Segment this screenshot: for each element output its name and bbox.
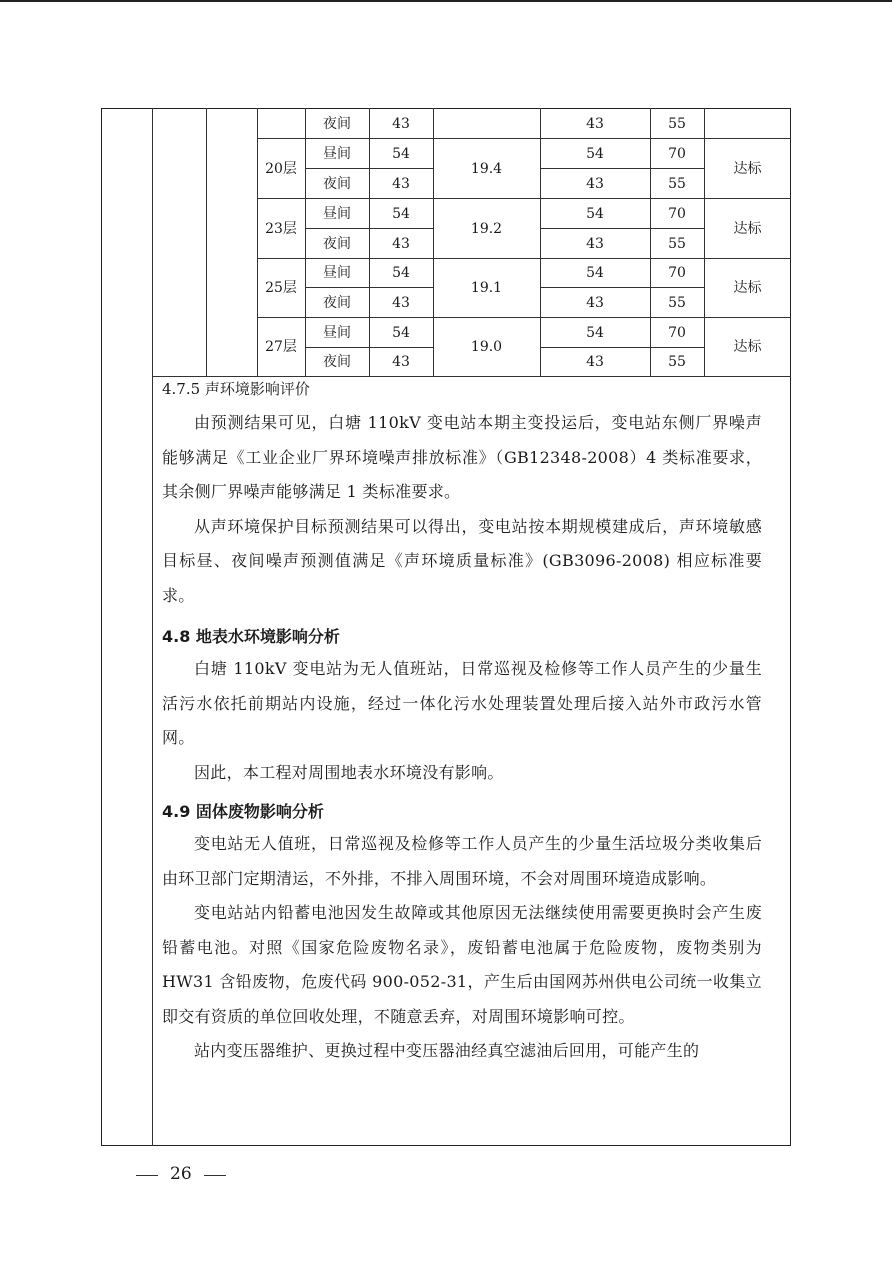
result-value-cell: 43 [586,116,604,132]
page-footer [100,1164,250,1188]
floor-cell: 25层 [265,280,297,296]
page-number: 26 [170,1164,192,1184]
predicted-value-cell: 54 [392,145,410,162]
period-cell: 昼间 [323,205,351,222]
paragraph: 由预测结果可见，白塘 110kV 变电站本期主变投运后，变电站东侧厂界噪声能够满足《工业企业厂界环境噪声排放标准》（GB12348-2008）4 类标准要求，其余侧厂界噪声能够满足 1 类标准要求。 [162,413,762,501]
footer-dash-right [204,1175,226,1176]
predicted-value-cell: 43 [392,235,410,252]
paragraph: 从声环境保护目标预测结果可以得出，变电站按本期规模建成后，声环境敏感目标昼、夜间噪声预测值满足《声环境质量标准》(GB3096-2008) 相应标准要求。 [162,516,762,605]
period-cell: 夜间 [323,116,351,132]
standard-value-cell: 55 [668,175,686,192]
standard-value-cell: 70 [668,324,686,341]
footer-dash-left [136,1175,158,1176]
verdict-cell: 达标 [733,220,762,237]
standard-value-cell: 55 [668,294,686,311]
standard-value-cell: 70 [668,205,686,222]
floor-cell: 23层 [265,220,297,237]
predicted-value-cell: 54 [392,205,410,222]
standard-value-cell: 55 [668,354,686,370]
period-cell: 昼间 [323,145,351,162]
result-value-cell: 54 [586,265,604,281]
section-4-8-heading: 4.8 地表水环境影响分析 [162,627,340,646]
period-cell: 夜间 [323,294,351,311]
paragraph: 变电站无人值班，日常巡视及检修等工作人员产生的少量生活垃圾分类收集后由环卫部门定期清运，不外排，不排入周围环境，不会对周围环境造成影响。 [162,834,762,888]
section-4-9-body [162,827,762,1069]
predicted-value-cell: 43 [392,294,410,311]
table-rule [153,376,791,377]
verdict-cell: 达标 [733,160,762,177]
predicted-value-cell: 43 [392,354,410,370]
result-value-cell: 54 [586,145,604,162]
contribution-value-cell: 19.2 [470,220,503,237]
period-cell: 昼间 [323,324,351,341]
section-4-7-5-body [162,406,762,613]
period-cell: 昼间 [323,265,351,281]
section-4-9-heading: 4.9 固体废物影响分析 [162,802,324,821]
contribution-value-cell: 19.0 [470,339,503,355]
section-4-8-body [162,652,762,790]
paragraph: 变电站站内铅蓄电池因发生故障或其他原因无法继续使用需要更换时会产生废铅蓄电池。对照《国家危险废物名录》，废铅蓄电池属于危险废物，废物类别为 HW31 含铅废物，危废代码 900-052-31，产生后由国网苏州供电公司统一收集立即交有资质的单位回收处理，不随意丢弃，对周围环境影响可控。 [162,903,762,1026]
period-cell: 夜间 [323,354,351,370]
standard-value-cell: 55 [668,235,686,252]
predicted-value-cell: 43 [392,175,410,192]
period-cell: 夜间 [323,235,351,252]
standard-value-cell: 55 [668,116,686,132]
result-value-cell: 54 [586,205,604,222]
paragraph: 站内变压器维护、更换过程中变压器油经真空滤油后回用，可能产生的 [194,1041,700,1060]
verdict-cell: 达标 [733,280,762,296]
predicted-value-cell: 43 [392,116,410,132]
contribution-value-cell: 19.1 [470,280,503,296]
contribution-value-cell: 19.4 [470,160,503,177]
frame-inner-rule [152,108,153,1146]
verdict-cell: 达标 [733,339,762,355]
paragraph: 因此，本工程对周围地表水环境没有影响。 [194,762,504,782]
section-4-7-5-title: 4.7.5 声环境影响评价 [162,380,310,398]
floor-cell: 20层 [265,160,297,177]
result-value-cell: 43 [586,175,604,192]
predicted-value-cell: 54 [392,265,410,281]
result-value-cell: 43 [586,294,604,311]
standard-value-cell: 70 [668,145,686,162]
result-value-cell: 54 [586,324,604,341]
floor-cell: 27层 [265,339,297,355]
predicted-value-cell: 54 [392,324,410,341]
period-cell: 夜间 [323,175,351,192]
result-value-cell: 43 [586,354,604,370]
top-rule [0,0,892,2]
paragraph: 白塘 110kV 变电站为无人值班站，日常巡视及检修等工作人员产生的少量生活污水依托前期站内设施，经过一体化污水处理装置处理后接入站外市政污水管网。 [162,659,762,747]
standard-value-cell: 70 [668,265,686,281]
result-value-cell: 43 [586,235,604,252]
table-rule [206,108,207,376]
